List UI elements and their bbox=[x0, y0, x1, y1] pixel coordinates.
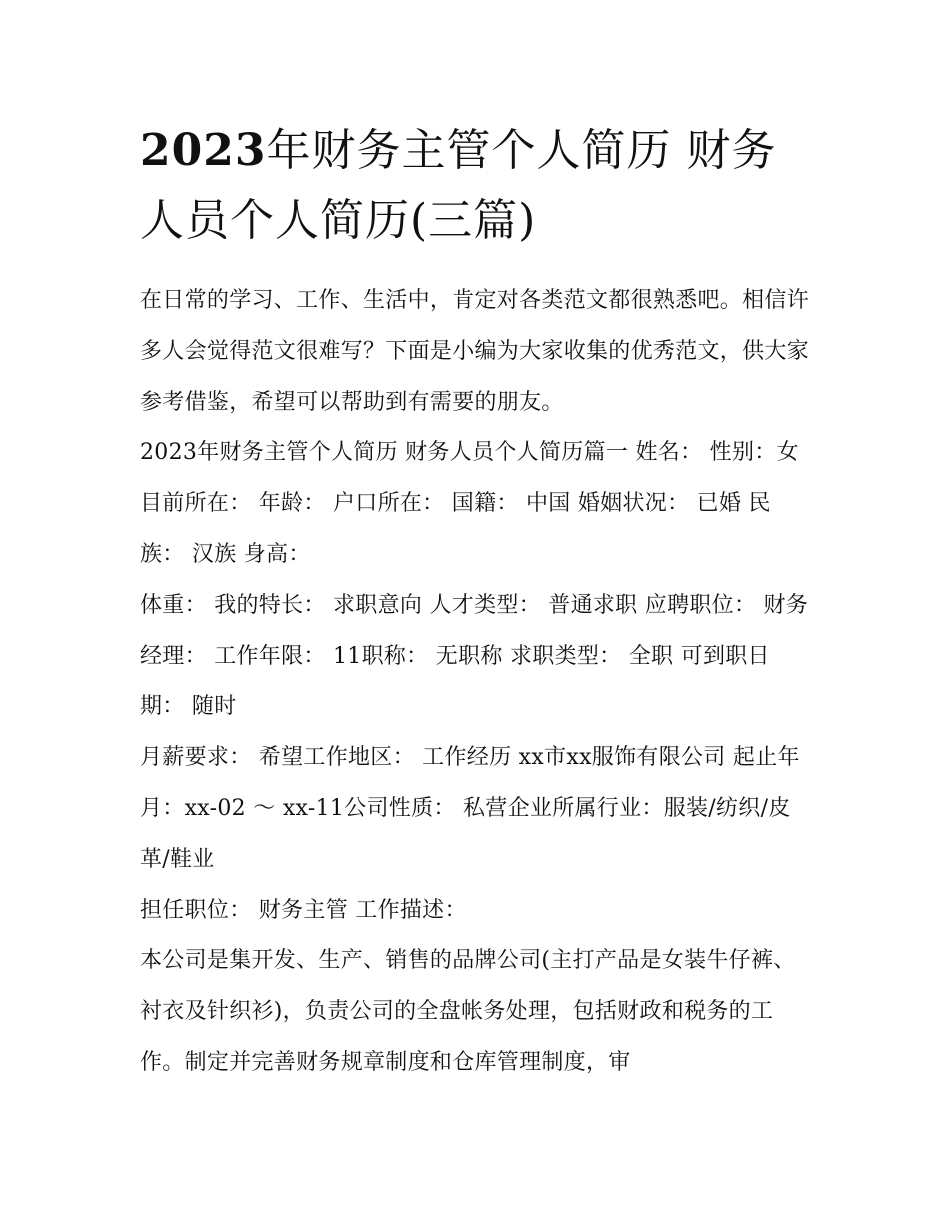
resume-work-history: 月薪要求： 希望工作地区： 工作经历 xx市xx服饰有限公司 起止年月：xx-02 ～ xx-11公司性质： 私营企业所属行业：服装/纺织/皮革/鞋业 bbox=[140, 745, 800, 872]
resume-job-intention: 体重： 我的特长： 求职意向 人才类型： 普通求职 应聘职位： 财务经理： 工作年限： 11职称： 无职称 求职类型： 全职 可到职日期： 随时 bbox=[140, 592, 809, 720]
document-title bbox=[140, 116, 820, 256]
resume-basic-info: 2023年财务主管个人简历 财务人员个人简历篇一 姓名： 性别：女 目前所在： 年龄： 户口所在： 国籍： 中国 婚姻状况： 已婚 民族： 汉族 身高： bbox=[140, 440, 799, 567]
document-body bbox=[140, 276, 812, 1089]
resume-job-description: 本公司是集开发、生产、销售的品牌公司(主打产品是女装牛仔裤、衬衣及针织衫)，负责公司的全盘帐务处理，包括财政和税务的工作。制定并完善财务规章制度和仓库管理制度，审 bbox=[140, 948, 796, 1075]
title-year: 2023 bbox=[140, 125, 267, 176]
title-text: 年财务主管个人简历 财务人员个人简历(三篇) bbox=[140, 125, 777, 246]
resume-position: 担任职位： 财务主管 工作描述： bbox=[140, 897, 467, 923]
intro-paragraph: 在日常的学习、工作、生活中，肯定对各类范文都很熟悉吧。相信许多人会觉得范文很难写？下面是小编为大家收集的优秀范文，供大家参考借鉴，希望可以帮助到有需要的朋友。 bbox=[140, 288, 810, 415]
